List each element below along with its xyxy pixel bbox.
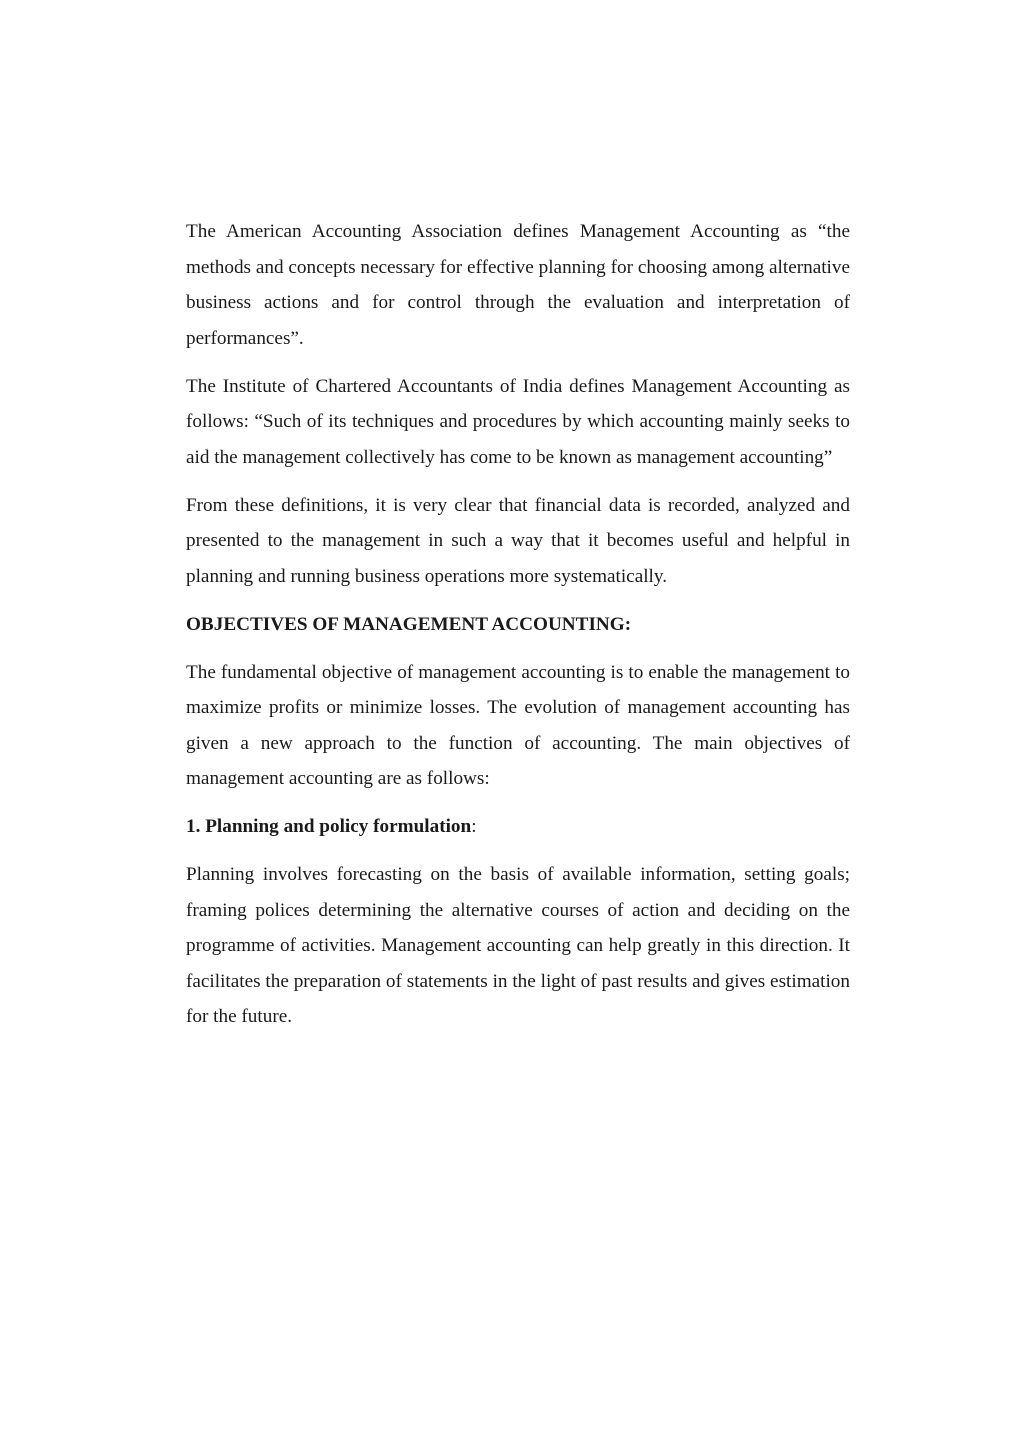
- paragraph-planning-body: Planning involves forecasting on the basis of available information, setting goals; framing polices determining the alternative courses of action and deciding on the programme of activities. Management accounting can help greatly in this direction. It facilitates the preparation of statements in the light of past results and gives estimation for the future.: [186, 864, 850, 1027]
- subheading-planning-colon: :: [471, 816, 477, 837]
- document-body: [186, 214, 850, 1047]
- paragraph-aaa-definition: The American Accounting Association defines Management Accounting as “the methods and concepts necessary for effective planning for choosing among alternative business actions and for control through the evaluation and interpretation of performances”.: [186, 221, 850, 349]
- paragraph-icai-definition: The Institute of Chartered Accountants of India defines Management Accounting as follows: “Such of its techniques and procedures by which accounting mainly seeks to aid the management collectively has come to be known as management accounting”: [186, 375, 850, 468]
- subheading-planning-title: 1. Planning and policy formulation: [186, 816, 472, 837]
- paragraph-conclusion: From these definitions, it is very clear that financial data is recorded, analyzed and presented to the management in such a way that it becomes useful and helpful in planning and running business operations more systematically.: [186, 494, 850, 587]
- paragraph-objectives-intro: The fundamental objective of management accounting is to enable the management to maximize profits or minimize losses. The evolution of management accounting has given a new approach to the function of accounting. The main objectives of management accounting are as follows:: [186, 661, 850, 789]
- section-heading-objectives: OBJECTIVES OF MANAGEMENT ACCOUNTING:: [186, 613, 632, 635]
- subheading-planning: [186, 809, 850, 845]
